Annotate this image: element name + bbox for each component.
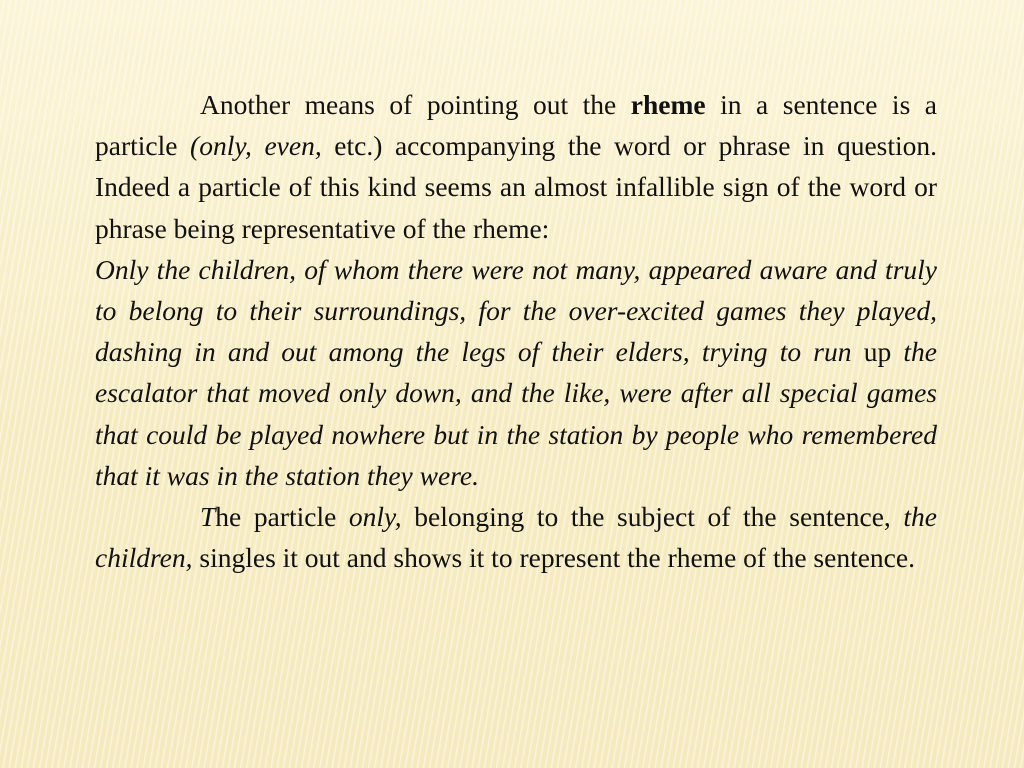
- text-run: etc.) accompanying the word or phrase in question. Indeed a particle of this kind seems an almost infallible sign of the word or phrase being representative of the rheme:: [95, 130, 938, 244]
- slide-content: [95, 84, 937, 578]
- subject-phrase: the children,: [95, 501, 937, 574]
- quote-run: Only the children, of whom there were not many, appeared aware and truly to belong to their surroundings, for the over-excited games they played, dashing in and out among the legs of their elders, trying to run: [95, 253, 937, 368]
- particle-only: only,: [348, 501, 402, 533]
- text-run: he particle: [215, 501, 349, 533]
- particle-examples: (only, even,: [190, 130, 322, 162]
- paragraph-intro: [95, 84, 937, 249]
- initial-letter: T: [200, 501, 216, 533]
- quote-run: the escalator that moved only down, and the like, were after all special games that could be played nowhere but in the station by people who remembered that it was in the station they were.: [95, 336, 937, 491]
- example-quote: [95, 249, 937, 496]
- text-run: Another means of pointing out the: [200, 89, 631, 120]
- quote-upright-word: up: [863, 336, 892, 368]
- paragraph-conclusion: [95, 496, 937, 578]
- term-rheme: rheme: [630, 89, 706, 120]
- text-run: singles it out and shows it to represent the rheme of the sentence.: [192, 542, 915, 574]
- text-run: belonging to the subject of the sentence,: [401, 501, 904, 533]
- text-run: in a sentence is a particle: [95, 89, 937, 162]
